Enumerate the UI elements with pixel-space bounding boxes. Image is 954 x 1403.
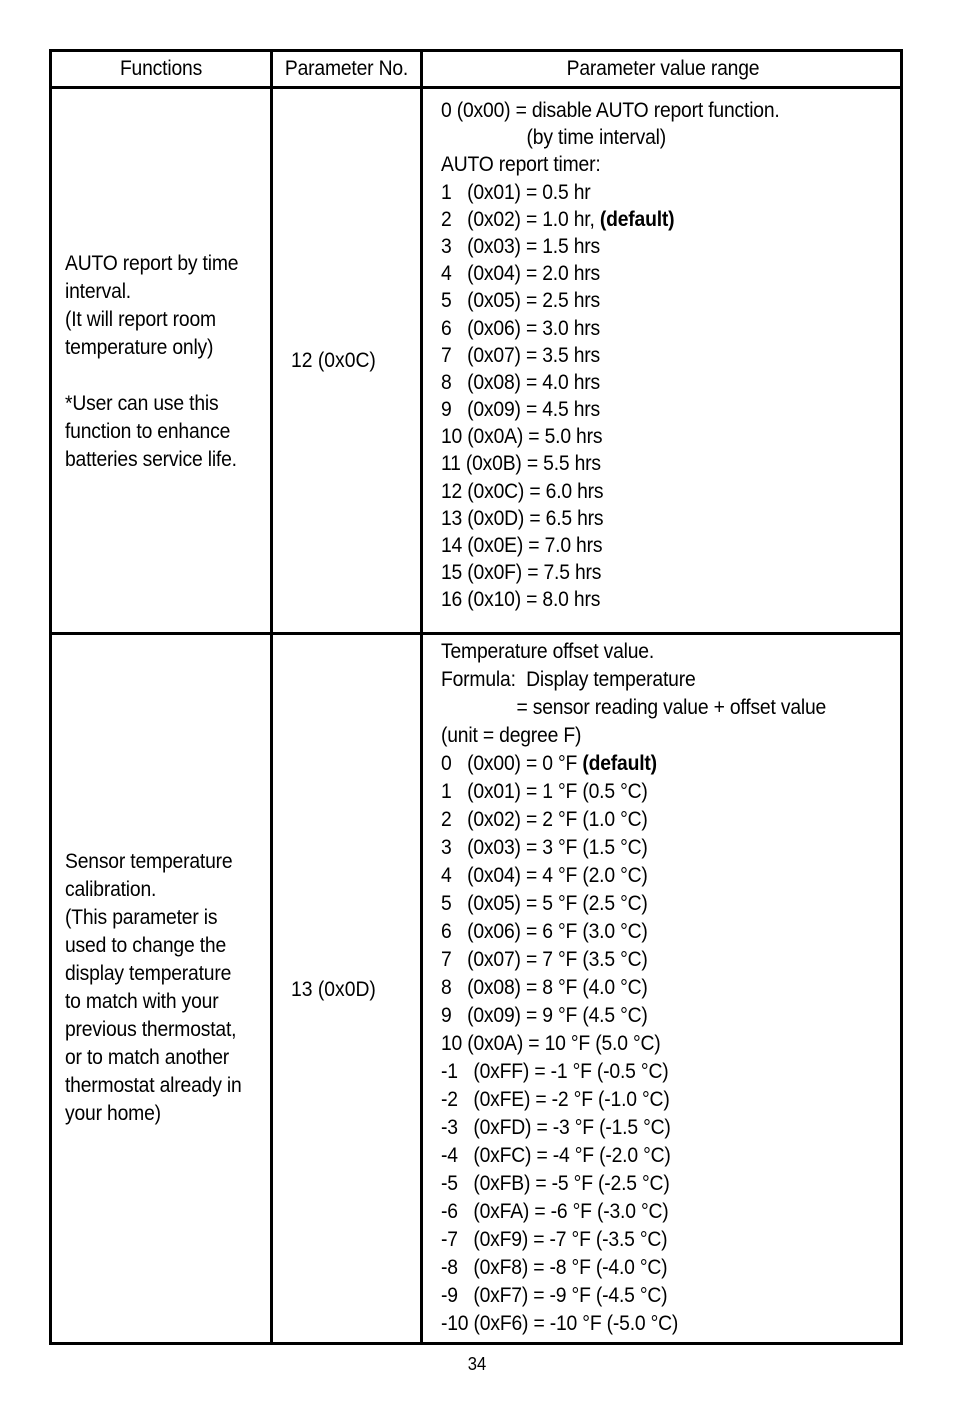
value-line: 2 (0x02) = 1.0 hr, (default) bbox=[441, 207, 675, 231]
value-line: Temperature offset value. bbox=[441, 640, 655, 663]
header-parameter-no: Parameter No. bbox=[284, 57, 409, 80]
value-line: 10 (0x0A) = 10 °F (5.0 °C) bbox=[441, 1032, 661, 1055]
value-line: 0 (0x00) = 0 °F (default) bbox=[441, 752, 657, 775]
value-line: 12 (0x0C) = 6.0 hrs bbox=[441, 479, 604, 503]
function-line: thermostat already in bbox=[65, 1074, 242, 1097]
value-line: 8 (0x08) = 8 °F (4.0 °C) bbox=[441, 976, 648, 999]
value-line: 5 (0x05) = 5 °F (2.5 °C) bbox=[441, 892, 648, 915]
value-line: 3 (0x03) = 1.5 hrs bbox=[441, 234, 601, 258]
function-line bbox=[65, 362, 254, 390]
function-line: to match with your bbox=[65, 990, 219, 1013]
function-line: interval. bbox=[65, 280, 131, 303]
function-line: AUTO report by time bbox=[65, 252, 239, 275]
value-line: -3 (0xFD) = -3 °F (-1.5 °C) bbox=[441, 1116, 671, 1139]
value-line: 13 (0x0D) = 6.5 hrs bbox=[441, 506, 604, 530]
default-marker: (default) bbox=[582, 752, 657, 775]
value-line: 10 (0x0A) = 5.0 hrs bbox=[441, 425, 603, 449]
function-line: calibration. bbox=[65, 878, 157, 901]
header-divider bbox=[52, 86, 900, 89]
value-line: 5 (0x05) = 2.5 hrs bbox=[441, 289, 601, 313]
function-line: or to match another bbox=[65, 1046, 230, 1069]
page-number: 34 bbox=[467, 1354, 487, 1374]
value-line: 7 (0x07) = 7 °F (3.5 °C) bbox=[441, 948, 648, 971]
value-line: 4 (0x04) = 4 °F (2.0 °C) bbox=[441, 864, 648, 887]
value-line: -8 (0xF8) = -8 °F (-4.0 °C) bbox=[441, 1256, 668, 1279]
function-line: function to enhance bbox=[65, 420, 231, 443]
parameter-number-text: 13 (0x0D) bbox=[291, 978, 376, 1001]
function-line: previous thermostat, bbox=[65, 1018, 237, 1041]
value-line: 15 (0x0F) = 7.5 hrs bbox=[441, 561, 602, 585]
value-line: -4 (0xFC) = -4 °F (-2.0 °C) bbox=[441, 1144, 671, 1167]
value-line: (unit = degree F) bbox=[441, 724, 582, 747]
value-line: -2 (0xFE) = -2 °F (-1.0 °C) bbox=[441, 1088, 670, 1111]
parameter-value-range bbox=[441, 638, 901, 1338]
function-line: display temperature bbox=[65, 962, 232, 985]
value-line: 9 (0x09) = 4.5 hrs bbox=[441, 398, 601, 422]
function-description bbox=[65, 848, 270, 1128]
column-divider bbox=[270, 52, 273, 1342]
parameter-table bbox=[49, 49, 903, 1345]
function-line: your home) bbox=[65, 1102, 161, 1125]
value-line: (by time interval) bbox=[526, 126, 667, 150]
function-line: temperature only) bbox=[65, 336, 214, 359]
function-line: used to change the bbox=[65, 934, 227, 957]
value-line: -5 (0xFB) = -5 °F (-2.5 °C) bbox=[441, 1172, 670, 1195]
function-line: Sensor temperature bbox=[65, 850, 233, 873]
parameter-value-range bbox=[441, 97, 901, 614]
value-line: -1 (0xFF) = -1 °F (-0.5 °C) bbox=[441, 1060, 669, 1083]
function-line: (It will report room bbox=[65, 308, 216, 331]
parameter-number bbox=[291, 89, 420, 632]
value-line: 3 (0x03) = 3 °F (1.5 °C) bbox=[441, 836, 648, 859]
value-line: 9 (0x09) = 9 °F (4.5 °C) bbox=[441, 1004, 648, 1027]
value-line: -6 (0xFA) = -6 °F (-3.0 °C) bbox=[441, 1200, 669, 1223]
value-line: -10 (0xF6) = -10 °F (-5.0 °C) bbox=[441, 1312, 679, 1335]
column-divider bbox=[420, 52, 423, 1342]
header-value-range: Parameter value range bbox=[566, 57, 760, 80]
parameter-number bbox=[291, 635, 420, 1345]
value-line: 8 (0x08) = 4.0 hrs bbox=[441, 370, 601, 394]
value-line: -7 (0xF9) = -7 °F (-3.5 °C) bbox=[441, 1228, 668, 1251]
parameter-number-text: 12 (0x0C) bbox=[291, 348, 376, 372]
function-description bbox=[65, 250, 270, 474]
value-line: 14 (0x0E) = 7.0 hrs bbox=[441, 534, 603, 557]
value-line: 2 (0x02) = 2 °F (1.0 °C) bbox=[441, 808, 648, 831]
value-line: 6 (0x06) = 3.0 hrs bbox=[441, 316, 601, 340]
function-line: (This parameter is bbox=[65, 906, 218, 929]
value-line: 1 (0x01) = 1 °F (0.5 °C) bbox=[441, 780, 648, 803]
value-line: 4 (0x04) = 2.0 hrs bbox=[441, 262, 601, 286]
function-line: batteries service life. bbox=[65, 448, 237, 471]
value-line: Formula: Display temperature bbox=[441, 668, 696, 691]
value-line: 0 (0x00) = disable AUTO report function. bbox=[441, 99, 780, 122]
header-functions: Functions bbox=[119, 57, 203, 80]
default-marker: (default) bbox=[599, 207, 675, 231]
value-line: -9 (0xF7) = -9 °F (-4.5 °C) bbox=[441, 1284, 668, 1307]
value-line: 16 (0x10) = 8.0 hrs bbox=[441, 588, 601, 612]
value-line: 6 (0x06) = 6 °F (3.0 °C) bbox=[441, 920, 648, 943]
value-line: = sensor reading value + offset value bbox=[516, 696, 827, 719]
value-line: 7 (0x07) = 3.5 hrs bbox=[441, 343, 601, 367]
row-divider bbox=[52, 632, 900, 635]
function-line: *User can use this bbox=[65, 392, 219, 415]
value-line: AUTO report timer: bbox=[441, 153, 601, 177]
value-line: 1 (0x01) = 0.5 hr bbox=[441, 180, 591, 204]
value-line: 11 (0x0B) = 5.5 hrs bbox=[441, 452, 601, 476]
